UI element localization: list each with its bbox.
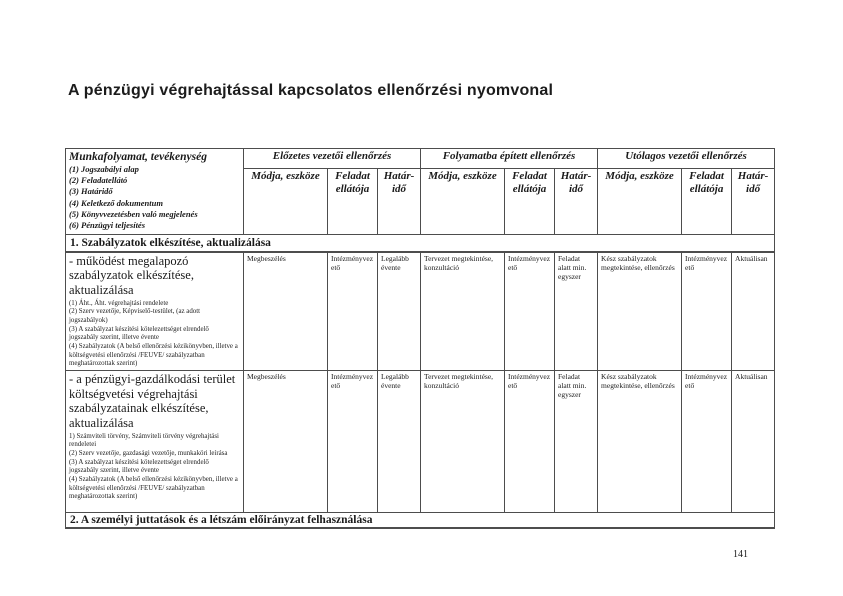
- subheader-method: Módja, eszköze: [598, 169, 682, 235]
- cell-preliminary-performer: Intézményvezető: [328, 370, 378, 512]
- workflow-header-title: Munkafolyamat, tevékenység: [69, 151, 207, 163]
- activity-detail: (2) Szerv vezetője, gazdasági vezetője, munkaköri leírása: [69, 450, 228, 457]
- group-header-preliminary: Előzetes vezetői ellenőrzés: [244, 149, 421, 169]
- activity-detail: 1) Számviteli törvény, Számviteli törvény végrehajtási rendeletei: [69, 432, 219, 449]
- subheader-deadline: Határ-idő: [732, 169, 775, 235]
- cell-preliminary-deadline: Legalább évente: [378, 370, 421, 512]
- workflow-header-item: (3) Határidő: [69, 186, 113, 197]
- page-number: 141: [733, 549, 748, 560]
- control-trail-table: [65, 148, 775, 529]
- table-row: [66, 252, 775, 371]
- subheader-method: Módja, eszköze: [421, 169, 505, 235]
- page-title: A pénzügyi végrehajtással kapcsolatos ellenőrzési nyomvonal: [68, 82, 554, 99]
- section-1-title: 1. Szabályzatok elkészítése, aktualizálása: [66, 235, 775, 252]
- cell-subsequent-performer: Intézményvezető: [682, 370, 732, 512]
- section-2-title: 2. A személyi juttatások és a létszám előirányzat felhasználása: [66, 512, 775, 528]
- workflow-header-item: (5) Könyvvezetésben való megjelenés: [69, 208, 198, 219]
- activity-cell: [66, 370, 244, 512]
- workflow-header-item: (1) Jogszabályi alap: [69, 164, 139, 175]
- cell-builtin-method: Tervezet megtekintése, konzultáció: [421, 252, 505, 371]
- cell-preliminary-method: Megbeszélés: [244, 252, 328, 371]
- table-row: [66, 370, 775, 512]
- cell-subsequent-method: Kész szabályzatok megtekintése, ellenőrzés: [598, 252, 682, 371]
- group-header-subsequent: Utólagos vezetői ellenőrzés: [598, 149, 775, 169]
- cell-builtin-performer: Intézményvezető: [505, 370, 555, 512]
- workflow-header-item: (6) Pénzügyi teljesítés: [69, 219, 146, 230]
- subheader-performer: Feladat ellátója: [682, 169, 732, 235]
- cell-builtin-deadline: Feladat alatt min. egyszer: [555, 252, 598, 371]
- activity-detail: (3) A szabályzat készítési kötelezettséget elrendelő jogszabály szerint, illetve évente: [69, 458, 209, 475]
- cell-preliminary-method: Megbeszélés: [244, 370, 328, 512]
- activity-detail: (4) Szabályzatok (A belső ellenőrzési kézikönyvben, illetve a költségvetési ellenőrzési /FEUVE/ szabályzatban meghatározottak szerint): [69, 342, 238, 368]
- subheader-deadline: Határ-idő: [555, 169, 598, 235]
- activity-text: - a pénzügyi-gazdálkodási terület költségvetési végrehajtási szabályzatainak elkészítése, aktualizálása: [69, 371, 236, 430]
- cell-subsequent-deadline: Aktuálisan: [732, 252, 775, 371]
- cell-preliminary-performer: Intézményvezető: [328, 252, 378, 371]
- cell-subsequent-performer: Intézményvezető: [682, 252, 732, 371]
- column-header-workflow: [66, 149, 244, 235]
- workflow-header-item: (2) Feladatellátó: [69, 175, 128, 186]
- workflow-header-item: (4) Keletkező dokumentum: [69, 197, 163, 208]
- cell-builtin-deadline: Feladat alatt min. egyszer: [555, 370, 598, 512]
- subheader-deadline: Határ-idő: [378, 169, 421, 235]
- activity-cell: [66, 252, 244, 371]
- activity-text: - működést megalapozó szabályzatok elkészítése, aktualizálása: [69, 253, 194, 297]
- group-header-built-in: Folyamatba épített ellenőrzés: [421, 149, 598, 169]
- header-group-row: [66, 149, 775, 169]
- cell-builtin-performer: Intézményvezető: [505, 252, 555, 371]
- subheader-performer: Feladat ellátója: [328, 169, 378, 235]
- section-row-2: [66, 512, 775, 528]
- cell-preliminary-deadline: Legalább évente: [378, 252, 421, 371]
- activity-detail: (3) A szabályzat készítési kötelezettséget elrendelő jogszabály szerint, illetve évente: [69, 325, 209, 342]
- section-row-1: [66, 235, 775, 252]
- cell-subsequent-method: Kész szabályzatok megtekintése, ellenőrzés: [598, 370, 682, 512]
- activity-detail: (2) Szerv vezetője, Képviselő-testület, (az adott jogszabályok): [69, 308, 201, 324]
- activity-detail: (4) Szabályzatok (A belső ellenőrzési kézikönyvben, illetve a költségvetési ellenőrzési /FEUVE/ szabályzatban meghatározottak szerint): [69, 475, 238, 501]
- subheader-performer: Feladat ellátója: [505, 169, 555, 235]
- subheader-method: Módja, eszköze: [244, 169, 328, 235]
- cell-subsequent-deadline: Aktuálisan: [732, 370, 775, 512]
- activity-detail: (1) Áht., Áht. végrehajtási rendelete: [69, 299, 169, 307]
- cell-builtin-method: Tervezet megtekintése, konzultáció: [421, 370, 505, 512]
